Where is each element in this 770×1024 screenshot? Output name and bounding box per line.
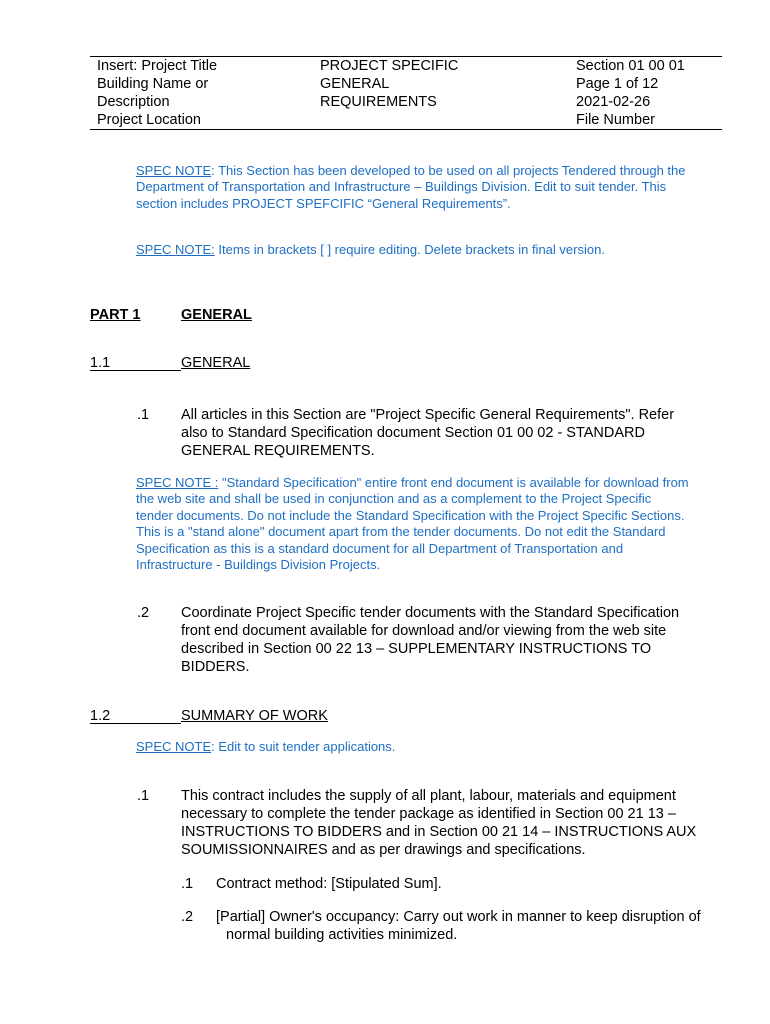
article-number-underline bbox=[90, 370, 181, 371]
header-project-info bbox=[97, 57, 217, 129]
article-number-1-1: 1.1 bbox=[90, 355, 111, 371]
header-section-title bbox=[320, 57, 458, 111]
paragraph-line: SOUMISSIONNAIRES and as per drawings and specifications. bbox=[181, 842, 586, 858]
header-right-line: Section 01 00 01 bbox=[576, 58, 685, 74]
spec-note-text: : Edit to suit tender applications. bbox=[211, 739, 396, 754]
header-center-line: GENERAL bbox=[320, 76, 390, 92]
paragraph-line: normal building activities minimized. bbox=[226, 927, 458, 943]
spec-note-section-purpose bbox=[136, 163, 736, 212]
subparagraph-contract-method bbox=[216, 875, 726, 893]
header-center-line: REQUIREMENTS bbox=[320, 94, 437, 110]
paragraph-line: front end document available for download and/or viewing from the web site bbox=[181, 623, 667, 639]
paragraph-line: GENERAL REQUIREMENTS. bbox=[181, 443, 375, 459]
spec-note-text: Specification as this is a standard document for all Department of Transportation and bbox=[136, 540, 624, 556]
header-section-info bbox=[576, 57, 685, 129]
spec-note-label: SPEC NOTE: bbox=[136, 242, 215, 257]
article-number-1-2: 1.2 bbox=[90, 708, 111, 724]
paragraph-line: Contract method: [Stipulated Sum]. bbox=[216, 876, 442, 892]
paragraph-line: Coordinate Project Specific tender documents with the Standard Specification bbox=[181, 605, 680, 621]
subparagraph-marker: .1 bbox=[181, 876, 194, 892]
spec-note-text: the web site and shall be used in conjunction and as a complement to the Project Specific bbox=[136, 491, 652, 507]
paragraph-line: INSTRUCTIONS TO BIDDERS and in Section 00 21 14 – INSTRUCTIONS AUX bbox=[181, 824, 697, 840]
spec-note-text: section includes PROJECT SPEFCIFIC “General Requirements”. bbox=[136, 195, 511, 211]
spec-note-brackets bbox=[136, 242, 736, 258]
spec-note-text: Department of Transportation and Infrastructure – Buildings Division. Edit to suit tender. This bbox=[136, 179, 667, 195]
spec-note-tender-applications bbox=[136, 739, 736, 755]
paragraph-line: This contract includes the supply of all plant, labour, materials and equipment bbox=[181, 788, 676, 804]
article-title-general: GENERAL bbox=[181, 355, 251, 371]
spec-note-text: Items in brackets [ ] require editing. Delete brackets in final version. bbox=[214, 242, 605, 257]
header-left-line: Insert: Project Title bbox=[97, 58, 218, 74]
paragraph-marker: .2 bbox=[137, 605, 150, 621]
spec-note-text: tender documents. Do not include the Standard Specification with the Project Specific Sections. bbox=[136, 507, 685, 523]
part-title: GENERAL bbox=[181, 307, 252, 323]
header-right-line: 2021-02-26 bbox=[576, 94, 651, 110]
paragraph-marker: .1 bbox=[137, 788, 150, 804]
subparagraph-marker: .2 bbox=[181, 909, 194, 925]
subparagraph-owners-occupancy bbox=[216, 908, 731, 944]
spec-note-text: "Standard Specification" entire front end document is available for download from bbox=[218, 475, 689, 490]
paragraph-line: BIDDERS. bbox=[181, 659, 250, 675]
paragraph-coordinate-documents bbox=[181, 604, 726, 676]
paragraph-line: [Partial] Owner's occupancy: Carry out work in manner to keep disruption of bbox=[216, 909, 701, 925]
paragraph-marker: .1 bbox=[137, 407, 150, 423]
paragraph-contract-scope bbox=[181, 787, 731, 859]
paragraph-line: necessary to complete the tender package as identified in Section 00 21 13 – bbox=[181, 806, 676, 822]
paragraph-line: also to Standard Specification document Section 01 00 02 - STANDARD bbox=[181, 425, 645, 441]
paragraph-line: All articles in this Section are "Project Specific General Requirements". Refer bbox=[181, 407, 675, 423]
spec-note-text: This is a "stand alone" document apart from the tender documents. Do not edit the Standard bbox=[136, 524, 666, 540]
spec-note-standard-specification bbox=[136, 475, 736, 573]
article-title-summary-of-work: SUMMARY OF WORK bbox=[181, 708, 328, 724]
spec-note-label: SPEC NOTE : bbox=[136, 475, 219, 490]
header-left-line: Project Location bbox=[97, 112, 201, 128]
header-center-line: PROJECT SPECIFIC bbox=[320, 58, 459, 74]
spec-note-text: Infrastructure - Buildings Division Projects. bbox=[136, 557, 381, 573]
part-number: PART 1 bbox=[90, 307, 141, 323]
paragraph-standard-spec-reference bbox=[181, 406, 726, 460]
header-right-line: File Number bbox=[576, 112, 655, 128]
article-number-underline bbox=[90, 723, 181, 724]
spec-note-text: : This Section has been developed to be used on all projects Tendered through the bbox=[211, 163, 686, 178]
spec-note-label: SPEC NOTE bbox=[136, 163, 212, 178]
header-left-line: Description bbox=[97, 94, 170, 110]
spec-note-label: SPEC NOTE bbox=[136, 739, 212, 754]
paragraph-line: described in Section 00 22 13 – SUPPLEMENTARY INSTRUCTIONS TO bbox=[181, 641, 652, 657]
header-left-line: Building Name or bbox=[97, 76, 209, 92]
header-bottom-rule bbox=[90, 129, 722, 130]
header-right-line: Page 1 of 12 bbox=[576, 76, 659, 92]
